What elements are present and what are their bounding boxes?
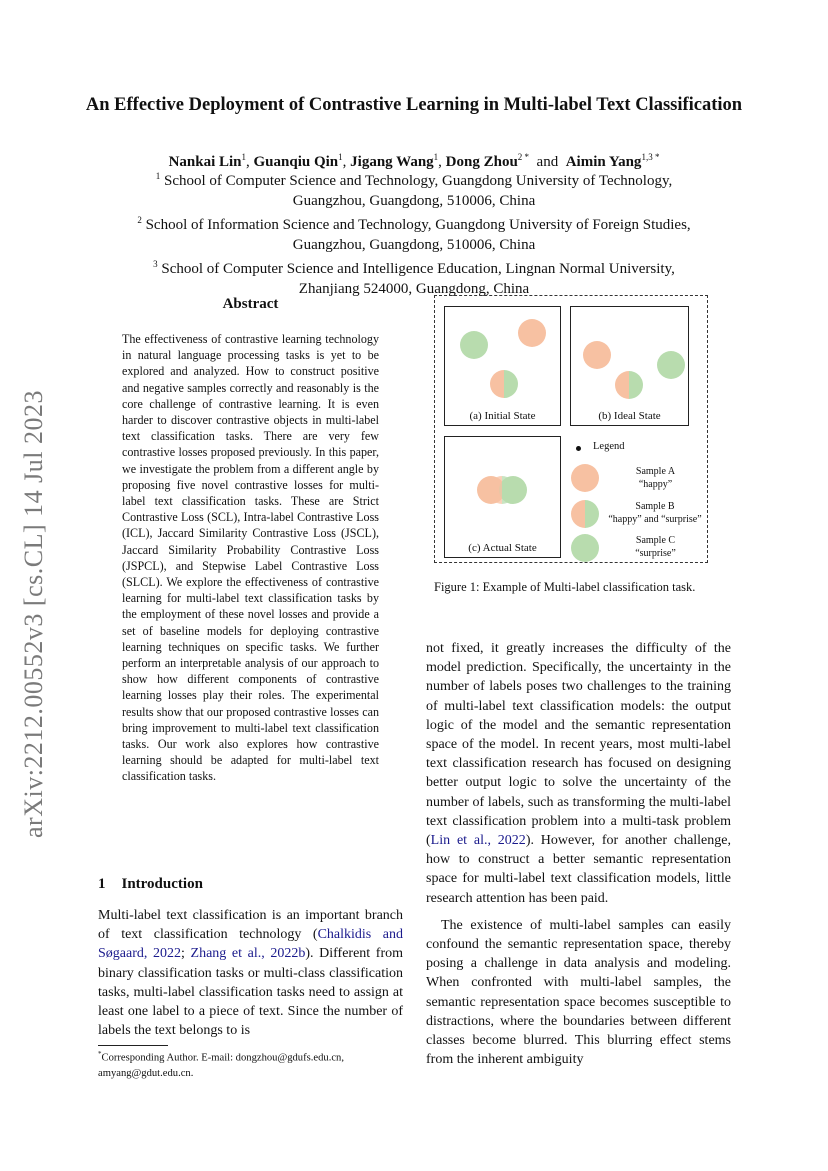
panel-caption: (b) Ideal State: [598, 410, 661, 422]
arxiv-sidebar: [14, 374, 54, 854]
figure-1: [434, 295, 708, 563]
paragraph-text: ). Different from binary classification tasks or multi-class classification tasks, multi-label classification tasks need to assign at least one label to a piece of text. Since the number of labels the text belongs to is: [98, 946, 403, 1039]
author-name: Guanqiu Qin: [253, 154, 339, 170]
affiliation-number: 3: [153, 259, 158, 270]
body-paragraph: [426, 639, 731, 908]
author-affiliation-mark: 1,3 *: [641, 152, 660, 162]
sample-b-circle: [490, 370, 518, 398]
legend-sample-c-circle: [571, 534, 599, 562]
legend-sample-name: Sample C: [635, 535, 676, 546]
legend-sample-label: “surprise”: [635, 547, 676, 559]
affiliation-number: 2: [137, 215, 142, 226]
panel-caption: (a) Initial State: [469, 410, 536, 422]
affiliation-line: [80, 211, 748, 236]
legend-sample-name: Sample B: [635, 501, 675, 512]
section-number: 1: [98, 876, 106, 892]
author-affiliation-mark: 1: [338, 152, 343, 162]
footnote-mark: *: [98, 1050, 102, 1058]
paragraph-text: Multi-label text classification is an important branch of text classification technology (: [98, 908, 403, 943]
section-heading: [98, 876, 203, 893]
legend-sample-a-circle: [571, 464, 599, 492]
panel-ideal-state: [570, 306, 689, 426]
citation-link[interactable]: Zhang et al., 2022b: [190, 946, 306, 962]
author-name: Dong Zhou: [445, 154, 518, 170]
legend-sample-b: [601, 501, 709, 526]
affiliation-number: 1: [155, 171, 161, 181]
panel-actual-state: [444, 436, 561, 558]
legend-sample-name: Sample A: [635, 466, 676, 477]
sample-c-circle: [657, 351, 685, 379]
paper-title: An Effective Deployment of Contrastive Learning in Multi-label Text Classification: [85, 95, 743, 115]
citation-link[interactable]: Chalkidis and Søgaard, 2022: [98, 927, 403, 962]
sample-b-circle: [488, 476, 516, 504]
footnote: [98, 1047, 408, 1081]
arxiv-identifier: arXiv:2212.00552v3 [cs.CL] 14 Jul 2023: [19, 390, 48, 838]
sample-a-circle: [518, 319, 546, 347]
introduction-paragraph: [98, 906, 403, 1040]
panel-initial-state: [444, 306, 561, 426]
body-paragraph: The existence of multi-label samples can easily confound the semantic representation space, thereby posing a challenge in data analysis and modeling. When confronted with multi-label samples, the semantic representation space becomes susceptible to distractions, where the boundaries between different classes become blurred. This blurring effect stems from the inherent ambiguity: [426, 917, 731, 1068]
affiliation-text: School of Computer Science and Technology, Guangdong University of Technology,: [164, 173, 673, 189]
author-affiliation-mark: 2 *: [517, 152, 530, 162]
author-name: Nankai Lin: [168, 154, 242, 170]
citation-link[interactable]: Lin et al., 2022: [430, 833, 526, 849]
legend-sample-c: [603, 535, 708, 560]
author-affiliation-mark: 1: [433, 152, 439, 162]
author-conjunction: and: [536, 154, 559, 170]
author-list: Nankai Lin$^1$, Guanqiu Qin$^1$, Jigang Wang$^1$, Dong Zhou$^{2 *}$ and Aimin Yang$^{1,3 *}$: [168, 152, 660, 170]
abstract-body: The effectiveness of contrastive learning technology in natural language processing tasks is yet to be explored and analyzed. How to construct positive and negative samples correctly and reasonably is the core challenge of contrastive learning. It is even harder to discover contrastive objects in multi-label text classification tasks. There are very few contrastive losses proposed previously. In this paper, we investigate the problem from a different angle by proposing five novel contrastive losses for multi-label text classification tasks. These are Strict Contrastive Loss (SCL), Intra-label Contrastive Loss (ICL), Jaccard Similarity Contrastive Loss (JSCL), Jaccard Similarity Probability Contrastive Loss (JSPCL), and Stepwise Label Contrastive Loss (SLCL). We explore the effectiveness of contrastive learning for multi-label text classification tasks by the employment of these novel losses and provide a set of baseline models for deploying contrastive learning techniques on specific tasks. We further perform an interpretable analysis of our approach to show how different components of contrastive learning losses play their roles. The experimental results show that our proposed contrastive losses can bring improvement to multi-label text classification tasks. Our work also explores how contrastive learning should be adapted for multi-label text classification tasks.: [122, 332, 379, 784]
affiliations: [80, 167, 748, 300]
legend-bullet: [576, 446, 581, 451]
author-affiliation-mark: 1: [241, 152, 247, 162]
affiliation-text: School of Computer Science and Intelligence Education, Lingnan Normal University,: [161, 261, 675, 278]
figure-caption: Figure 1: Example of Multi-label classification task.: [434, 580, 696, 594]
paragraph-text: not fixed, it greatly increases the difficulty of the model prediction. Specifically, the uncertainty in the number of labels poses two challenges to the training of multi-label text classification models: the output logic of the model and the semantic representation space of the model. In recent years, most multi-label text classification research has focused on designing better output logic to solve the uncertainty of the number of labels, such as transforming the multi-label text classification problem into a multi-task problem (: [426, 641, 731, 849]
footnote-rule: [98, 1045, 168, 1046]
sample-a-circle: [583, 341, 611, 369]
sample-b-circle: [615, 371, 643, 399]
legend-sample-label: “happy” and “surprise”: [608, 513, 702, 525]
footnote-text: Corresponding Author. E-mail: dongzhou@gdufs.edu.cn, amyang@gdut.edu.cn.: [98, 1052, 344, 1079]
affiliation-line: [80, 255, 748, 280]
legend-sample-label: “happy”: [638, 478, 673, 490]
sample-c-circle: [460, 331, 488, 359]
affiliation-text: School of Information Science and Technology, Guangdong University of Foreign Studies,: [145, 217, 691, 234]
affiliation-line: Guangzhou, Guangdong, 510006, China: [292, 236, 536, 253]
author-name: Jigang Wang: [350, 154, 434, 170]
paragraph-text: ;: [181, 946, 191, 962]
right-column-body: [426, 639, 731, 1069]
panel-caption: (c) Actual State: [468, 542, 537, 554]
legend-sample-a: [603, 466, 708, 491]
affiliation-line: Zhanjiang 524000, Guangdong, China: [298, 280, 530, 297]
affiliation-line: [80, 167, 748, 192]
paragraph-text: ). However, for another challenge, how to construct a better semantic representation space for multi-label text classification models, little research attention has been paid.: [426, 833, 731, 906]
affiliation-line: Guangzhou, Guangdong, 510006, China: [292, 192, 536, 209]
legend-sample-b-circle: [571, 500, 599, 528]
abstract-heading: Abstract: [222, 296, 279, 312]
section-title: Introduction: [121, 876, 203, 892]
author-name: Aimin Yang: [565, 154, 642, 170]
legend-title: Legend: [593, 441, 625, 452]
